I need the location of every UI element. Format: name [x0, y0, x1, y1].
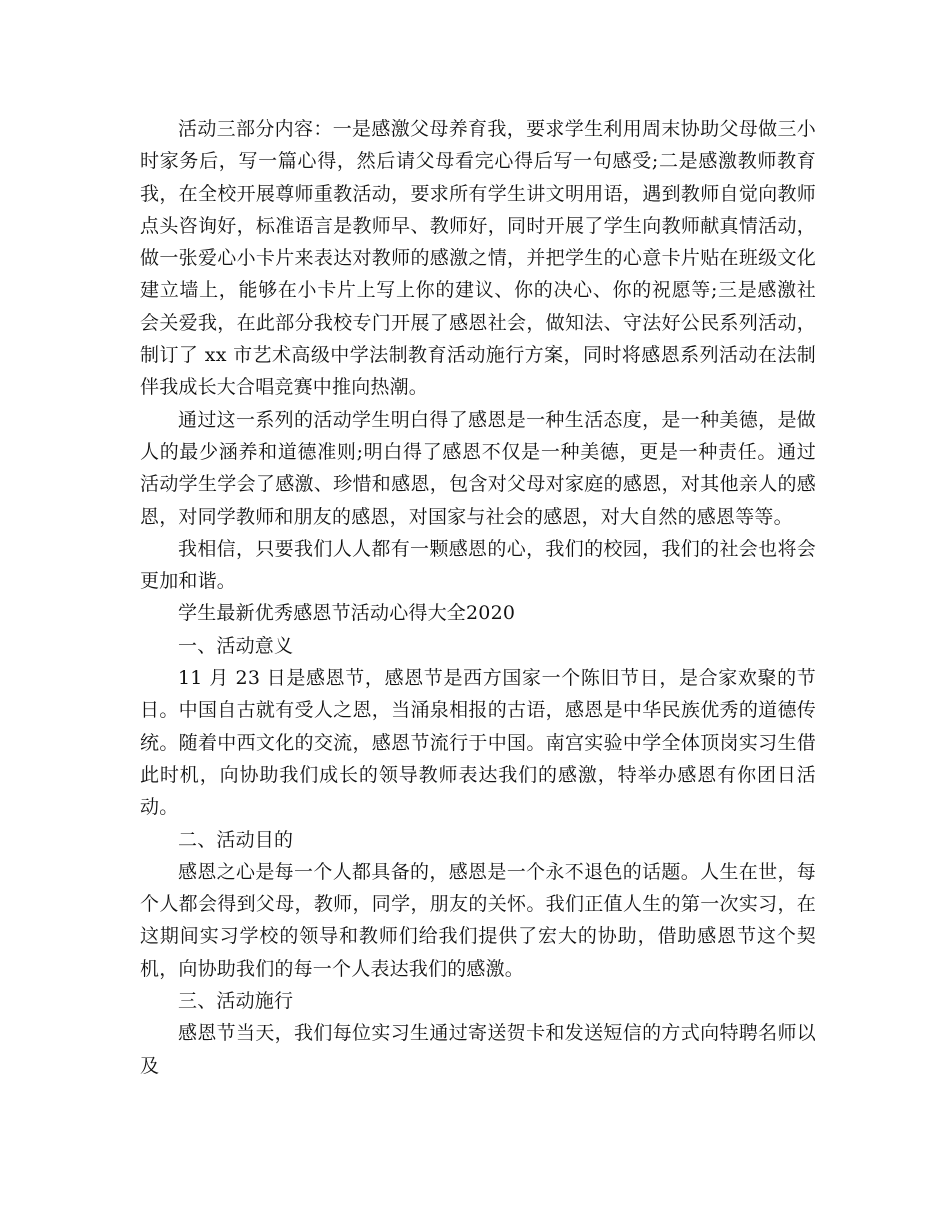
- paragraph-activity-content: 活动三部分内容：一是感激父母养育我，要求学生利用周末协助父母做三小时家务后，写一篇心得，然后请父母看完心得后写一句感受;二是感激教师教育我，在全校开展尊师重教活动，要求所有学生讲文明用语，遇到教师自觉向教师点头咨询好，标准语言是教师早、教师好，同时开展了学生向教师献真情活动，做一张爱心小卡片来表达对教师的感激之情，并把学生的心意卡片贴在班级文化建立墙上，能够在小卡片上写上你的建议、你的决心、你的祝愿等;三是感激社会关爱我，在此部分我校专门开展了感恩社会，做知法、守法好公民系列活动，制订了 xx 市艺术高级中学法制教育活动施行方案，同时将感恩系列活动在法制伴我成长大合唱竞赛中推向热潮。: [140, 118, 816, 399]
- paragraph-conclusion: 我相信，只要我们人人都有一颗感恩的心，我们的校园，我们的社会也将会更加和谐。: [140, 537, 816, 593]
- document-body: [140, 113, 816, 1082]
- paragraph-implementation: 感恩节当天，我们每位实习生通过寄送贺卡和发送短信的方式向特聘名师以及: [140, 1022, 816, 1077]
- paragraph-purpose: 感恩之心是每一个人都具备的，感恩是一个永不退色的话题。人生在世，每个人都会得到父母，教师，同学，朋友的关怀。我们正值人生的第一次实习，在这期间实习学校的领导和教师们给我们提供了宏大的协助，借助感恩节这个契机，向协助我们的每一个人表达我们的感激。: [140, 860, 816, 980]
- paragraph-activity-effect: 通过这一系列的活动学生明白得了感恩是一种生活态度，是一种美德，是做人的最少涵养和道德准则;明白得了感恩不仅是一种美德，更是一种责任。通过活动学生学会了感激、珍惜和感恩，包含对父母对家庭的感恩，对其他亲人的感恩，对同学教师和朋友的感恩，对国家与社会的感恩，对大自然的感恩等等。: [140, 408, 816, 528]
- section-heading-implementation: 三、活动施行: [178, 990, 294, 1013]
- paragraph-significance: 11 月 23 日是感恩节，感恩节是西方国家一个陈旧节日，是合家欢聚的节日。中国自古就有受人之恩，当涌泉相报的古语，感恩是中华民族优秀的道德传统。随着中西文化的交流，感恩节流行于中国。南宫实验中学全体顶岗实习生借此时机，向协助我们成长的领导教师表达我们的感激，特举办感恩有你团日活动。: [140, 667, 816, 819]
- section-heading-purpose: 二、活动目的: [178, 828, 294, 851]
- section-heading-significance: 一、活动意义: [178, 634, 294, 657]
- article-title: 学生最新优秀感恩节活动心得大全2020: [178, 602, 516, 625]
